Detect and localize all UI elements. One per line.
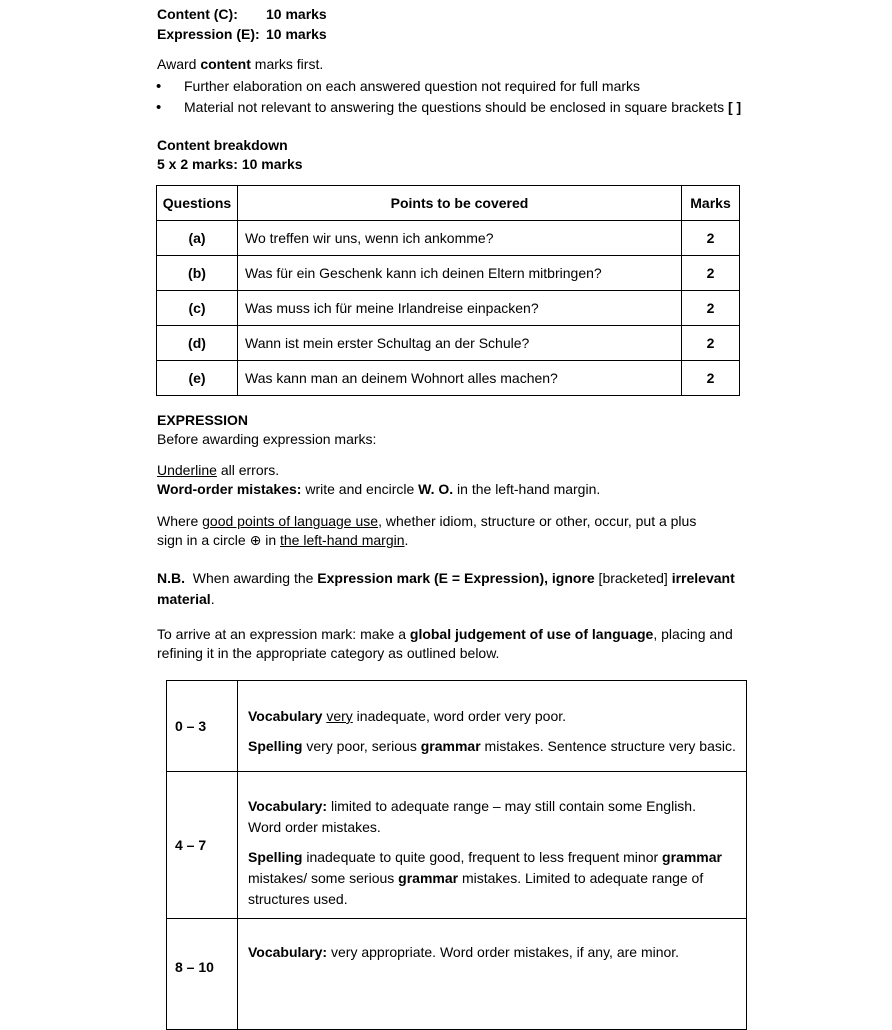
underline-instruction: Underline all errors.	[157, 462, 280, 478]
nb-line-1: N.B. When awarding the Expression mark (E = Expression), ignore [bracketed] irrelevant	[157, 570, 735, 586]
content-marks-line	[157, 6, 327, 22]
expression-intro: Before awarding expression marks:	[157, 431, 377, 447]
arrive-line-1: To arrive at an expression mark: make a global judgement of use of language, placing and	[157, 626, 733, 642]
band-range: 4 – 7	[167, 772, 238, 919]
arrive-line-2: refining it in the appropriate category as outlined below.	[157, 645, 500, 661]
expression-label: Expression (E):	[157, 26, 260, 42]
bullet-item: • Further elaboration on each answered question not required for full marks	[156, 76, 741, 97]
header-points: Points to be covered	[238, 186, 682, 221]
instruction-bullets	[156, 76, 741, 118]
content-label: Content (C):	[157, 6, 238, 22]
table-row: (b) Was für ein Geschenk kann ich deinen Eltern mitbringen? 2	[157, 256, 740, 291]
content-value: 10 marks	[266, 6, 327, 22]
table-row: (e) Was kann man an deinem Wohnort alles machen? 2	[157, 361, 740, 396]
band-range: 0 – 3	[167, 681, 238, 772]
award-instruction: Award content marks first.	[157, 56, 324, 72]
breakdown-subtitle: 5 x 2 marks: 10 marks	[157, 156, 303, 172]
band-description: Vocabulary very inadequate, word order very poor. Spelling very poor, serious grammar mistakes. Sentence structure very basic.	[238, 681, 747, 772]
band-row	[167, 919, 747, 1030]
header-questions: Questions	[157, 186, 238, 221]
band-range: 8 – 10	[167, 919, 238, 1030]
bullet-item: • Material not relevant to answering the questions should be enclosed in square brackets [ ]	[156, 97, 741, 118]
table-header-row	[157, 186, 740, 221]
expression-heading: EXPRESSION	[157, 412, 249, 428]
expression-bands-table	[166, 680, 747, 1030]
word-order-instruction: Word-order mistakes: write and encircle W. O. in the left-hand margin.	[157, 481, 601, 497]
table-row: (a) Wo treffen wir uns, wenn ich ankomme? 2	[157, 221, 740, 256]
nb-line-2: material.	[157, 591, 215, 607]
content-table	[156, 185, 740, 396]
breakdown-title: Content breakdown	[157, 137, 288, 153]
band-row	[167, 772, 747, 919]
band-description: Vocabulary: limited to adequate range – may still contain some English. Word order mistakes. Spelling inadequate to quite good, frequent to less frequent minor grammar mistakes/ some serious grammar mistakes. Limited to adequate range of structures used.	[238, 772, 747, 919]
band-description: Vocabulary: very appropriate. Word order mistakes, if any, are minor.	[238, 919, 747, 1030]
good-points-line-1: Where good points of language use, whether idiom, structure or other, occur, put a plus	[157, 513, 697, 529]
good-points-line-2: sign in a circle ⊕ in the left-hand margin.	[157, 532, 409, 548]
expression-value: 10 marks	[266, 26, 327, 42]
header-marks: Marks	[682, 186, 740, 221]
band-row	[167, 681, 747, 772]
table-row: (c) Was muss ich für meine Irlandreise einpacken? 2	[157, 291, 740, 326]
table-row: (d) Wann ist mein erster Schultag an der Schule? 2	[157, 326, 740, 361]
expression-marks-line	[157, 26, 327, 42]
